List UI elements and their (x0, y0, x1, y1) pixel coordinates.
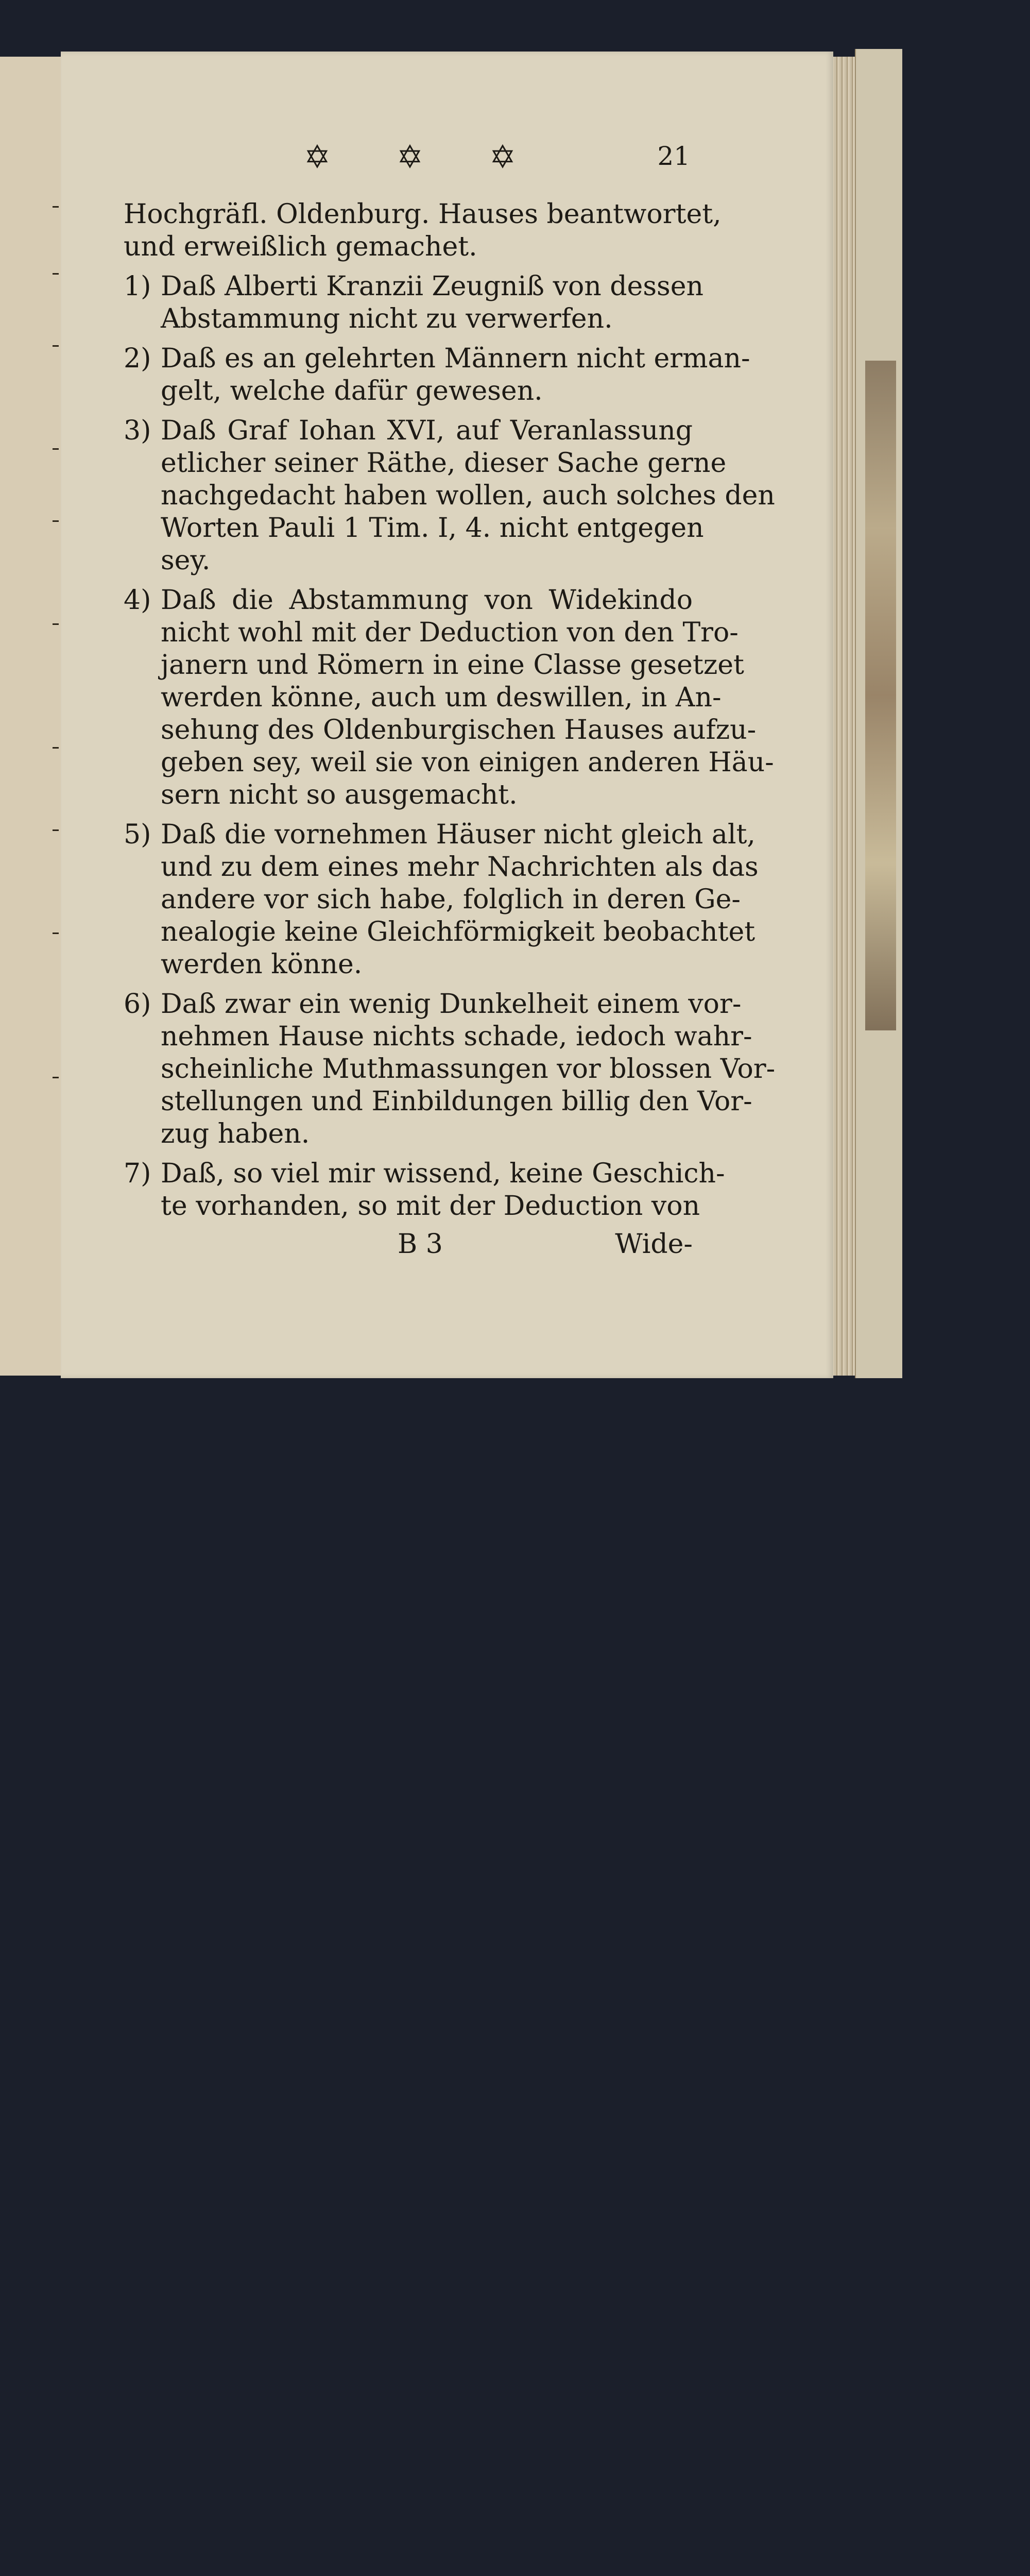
item-number: 5) (124, 819, 151, 850)
list-item: 3) Daß Graf Iohan XVI, auf Veranlassung etlicher seiner Räthe, dieser Sache gerne nachgedacht haben wollen, auch solches den Worten Pauli 1 Tim. I, 4. nicht entgegen sey. (124, 415, 775, 576)
item-number: 6) (124, 989, 151, 1020)
marbled-endpaper (865, 361, 896, 1030)
list-item: 1) Daß Alberti Kranzii Zeugniß von dessen Abstammung nicht zu verwerfen. (124, 271, 703, 334)
running-header (288, 139, 690, 180)
page-number: 21 (657, 141, 690, 171)
star-ornament-icon: ✡ (397, 138, 423, 176)
item-number: 2) (124, 343, 151, 374)
page-body (124, 198, 776, 1223)
star-ornament-icon: ✡ (489, 138, 516, 176)
catchword: Wide- (615, 1229, 693, 1260)
signature-mark: B 3 (398, 1229, 443, 1260)
footer-line (124, 1229, 693, 1265)
list-item: 7) Daß, so viel mir wissend, keine Geschich- te vorhanden, so mit der Deduction von (124, 1158, 725, 1222)
list-item: 4) Daß die Abstammung von Widekindo nicht wohl mit der Deduction von den Tro- janern und Römern in eine Classe gesetzet werden könne, auch um deswillen, in An- sehung des Oldenburgischen Hauses aufzu- geben sey, weil sie von einigen anderen Häu- sern nicht so ausgemacht. (124, 585, 774, 810)
list-item: 2) Daß es an gelehrten Männern nicht erman- gelt, welche dafür gewesen. (124, 343, 750, 406)
star-ornament-icon: ✡ (304, 138, 331, 176)
list-item: 6) Daß zwar ein wenig Dunkelheit einem vor- nehmen Hause nichts schade, iedoch wahr- scheinliche Muthmassungen vor blossen Vor- stellungen und Einbildungen billig den Vor- zug haben. (124, 989, 776, 1149)
item-number: 7) (124, 1158, 151, 1189)
intro-paragraph: Hochgräfl. Oldenburg. Hauses beantwortet, und erweißlich gemachet. (124, 199, 722, 262)
left-page-edge (0, 57, 63, 1376)
item-number: 4) (124, 585, 151, 616)
list-item: 5) Daß die vornehmen Häuser nicht gleich alt, und zu dem eines mehr Nachrichten als das andere vor sich habe, folglich in deren Ge- nealogie keine Gleichförmigkeit beobachtet werden könne. (124, 819, 759, 980)
item-number: 3) (124, 415, 151, 446)
library-footer-bar (0, 1412, 1030, 1456)
item-number: 1) (124, 271, 151, 302)
